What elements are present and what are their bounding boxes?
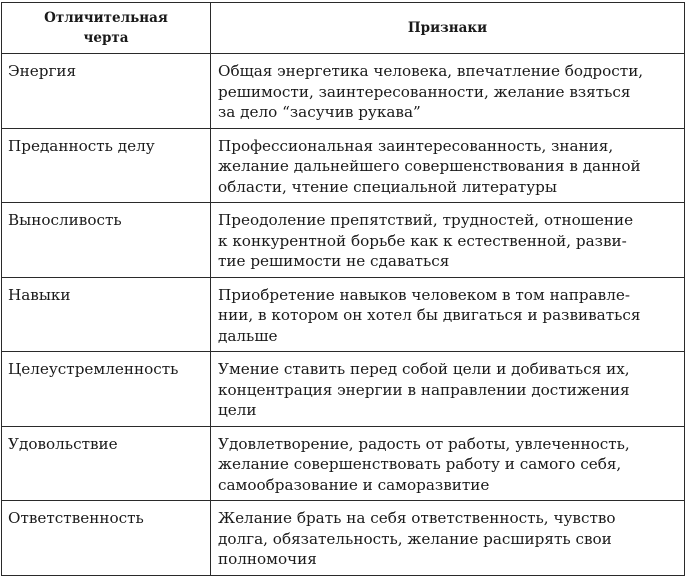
signs-cell: [211, 128, 685, 203]
table-row: [2, 352, 685, 427]
signs-line: самообразование и саморазвитие: [218, 475, 490, 494]
table-row: [2, 54, 685, 129]
table-row: [2, 128, 685, 203]
signs-line: Приобретение навыков человеком в том направле-: [218, 285, 630, 304]
trait-cell: Преданность делу: [2, 128, 211, 203]
signs-line: области, чтение специальной литературы: [218, 177, 557, 196]
signs-cell: [211, 426, 685, 501]
header-signs: Признаки: [211, 3, 685, 54]
signs-cell: [211, 352, 685, 427]
header-trait: [2, 3, 211, 54]
table-row: [2, 426, 685, 501]
table-row: [2, 203, 685, 278]
signs-line: Желание брать на себя ответственность, чувство: [218, 509, 616, 527]
signs-line: концентрация энергии в направлении достижения: [218, 380, 630, 399]
signs-line: Удовлетворение, радость от работы, увлеченность,: [218, 434, 630, 453]
trait-cell: Выносливость: [2, 203, 211, 278]
signs-line: Профессиональная заинтересованность, знания,: [218, 136, 614, 155]
signs-cell: [211, 501, 685, 576]
signs-cell: [211, 54, 685, 129]
header-trait-line1: Отличительная: [44, 10, 168, 26]
signs-line: полномочия: [218, 550, 317, 568]
signs-cell: [211, 203, 685, 278]
trait-cell: Энергия: [2, 54, 211, 129]
signs-line: Преодоление препятствий, трудностей, отношение: [218, 211, 634, 229]
signs-line: нии, в котором он хотел бы двигаться и развиваться: [218, 306, 641, 324]
signs-line: Общая энергетика человека, впечатление бодрости,: [218, 62, 644, 80]
table-row: [2, 277, 685, 352]
signs-line: за дело “засучив рукава”: [218, 103, 421, 121]
signs-line: долга, обязательность, желание расширять свои: [218, 529, 612, 548]
signs-line: к конкурентной борьбе как к естественной, разви-: [218, 231, 627, 250]
signs-line: цели: [218, 401, 257, 419]
signs-line: тие решимости не сдаваться: [218, 252, 450, 270]
table-header-row: [2, 3, 685, 54]
signs-line: желание совершенствовать работу и самого себя,: [218, 455, 622, 473]
signs-line: решимости, заинтересованности, желание взяться: [218, 82, 631, 101]
signs-line: желание дальнейшего совершенствования в данной: [218, 157, 641, 175]
trait-cell: Целеустремленность: [2, 352, 211, 427]
signs-cell: [211, 277, 685, 352]
signs-line: дальше: [218, 326, 278, 345]
traits-table: [1, 2, 685, 576]
trait-cell: Удовольствие: [2, 426, 211, 501]
trait-cell: Навыки: [2, 277, 211, 352]
trait-cell: Ответственность: [2, 501, 211, 576]
table-row: [2, 501, 685, 576]
header-trait-line2: черта: [83, 30, 129, 46]
signs-line: Умение ставить перед собой цели и добиваться их,: [218, 360, 630, 378]
